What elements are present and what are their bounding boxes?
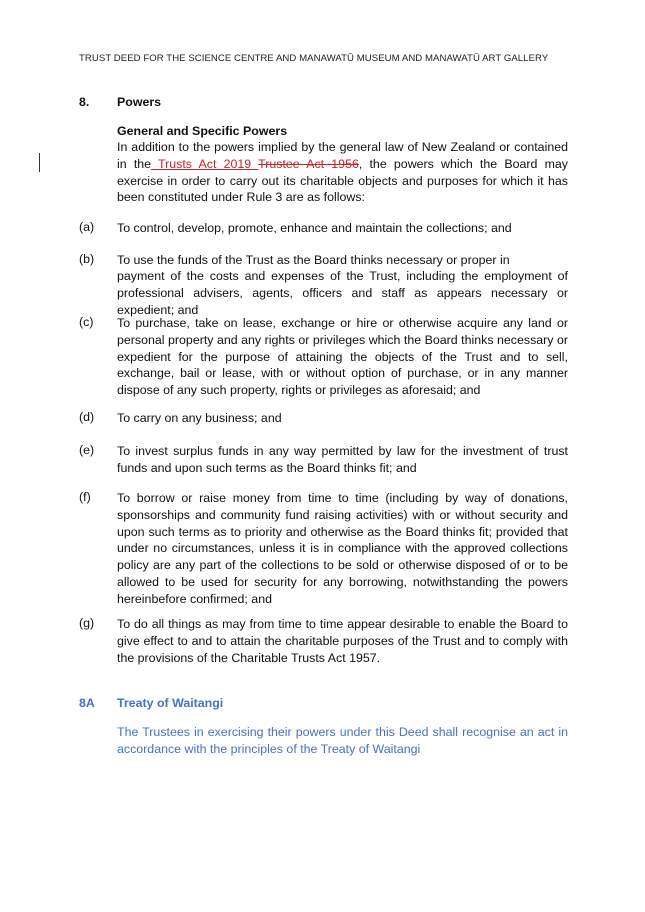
item-a-label: (a) bbox=[79, 220, 95, 234]
deleted-text: Trustee Act 1956 bbox=[258, 156, 359, 171]
running-header: TRUST DEED FOR THE SCIENCE CENTRE AND MANAWATŪ MUSEUM AND MANAWATŪ ART GALLERY bbox=[79, 53, 549, 64]
item-a-text: To control, develop, promote, enhance and maintain the collections; and bbox=[117, 221, 512, 235]
tracked-change-bar bbox=[39, 153, 40, 172]
item-d-text: To carry on any business; and bbox=[117, 411, 282, 425]
section-8a-number: 8A bbox=[79, 696, 95, 710]
intro-text-after: , the powers which the Board may exercise in order to carry out its charitable objects and purposes for which it has been constituted under Rule 3 are as follows: bbox=[117, 156, 568, 205]
section-8a-text: The Trustees in exercising their powers under this Deed shall recognise an act in accordance with the principles of the Treaty of Waitangi bbox=[117, 725, 568, 756]
section-8a-title: Treaty of Waitangi bbox=[117, 696, 224, 710]
item-g-text: To do all things as may from time to time appear desirable to enable the Board to give effect to and to attain the charitable purposes of the Trust and to comply with the provisions of the Charitable Trusts Act 1957. bbox=[117, 617, 568, 665]
section-8-title: Powers bbox=[117, 95, 162, 109]
intro-text-before: In addition to the powers implied by the general law of New Zealand or contained in the bbox=[117, 140, 568, 171]
item-b-line1: To use the funds of the Trust as the Board thinks necessary or proper in bbox=[117, 253, 510, 267]
item-b-label: (b) bbox=[79, 252, 95, 266]
section-8-number: 8. bbox=[79, 95, 90, 109]
inserted-text: Trusts Act 2019 bbox=[151, 156, 259, 171]
item-d-label: (d) bbox=[79, 410, 95, 424]
item-g-label: (g) bbox=[79, 616, 95, 630]
subheading-general-specific-powers: General and Specific Powers bbox=[117, 124, 288, 138]
item-f-label: (f) bbox=[79, 490, 91, 504]
item-c-label: (c) bbox=[79, 315, 94, 329]
intro-paragraph bbox=[117, 139, 568, 206]
item-c-text: To purchase, take on lease, exchange or hire or otherwise acquire any land or personal property and any rights or privileges which the Board thinks necessary or expedient for the purpose of attaining the objects of the Trust and to sell, exchange, bail or lease, with or without option of purchase, or in any manner dispose of any such property, rights or privileges as aforesaid; and bbox=[117, 316, 568, 398]
item-b-text: payment of the costs and expenses of the Trust, including the employment of professional advisers, agents, officers and staff as appears necessary or expedient; and bbox=[117, 269, 568, 317]
item-f-text: To borrow or raise money from time to time (including by way of donations, sponsorships and community fund raising activities) with or without security and upon such terms as to priority and otherwise as the Board thinks fit; provided that under no circumstances, unless it is in compliance with the approved collections policy are any part of the collections to be sold or otherwise disposed of or to be allowed to be used for security for any borrowing, notwithstanding the powers hereinbefore confirmed; and bbox=[117, 491, 568, 606]
item-e-label: (e) bbox=[79, 443, 95, 457]
item-e-text: To invest surplus funds in any way permitted by law for the investment of trust funds and upon such terms as the Board thinks fit; and bbox=[117, 444, 568, 475]
